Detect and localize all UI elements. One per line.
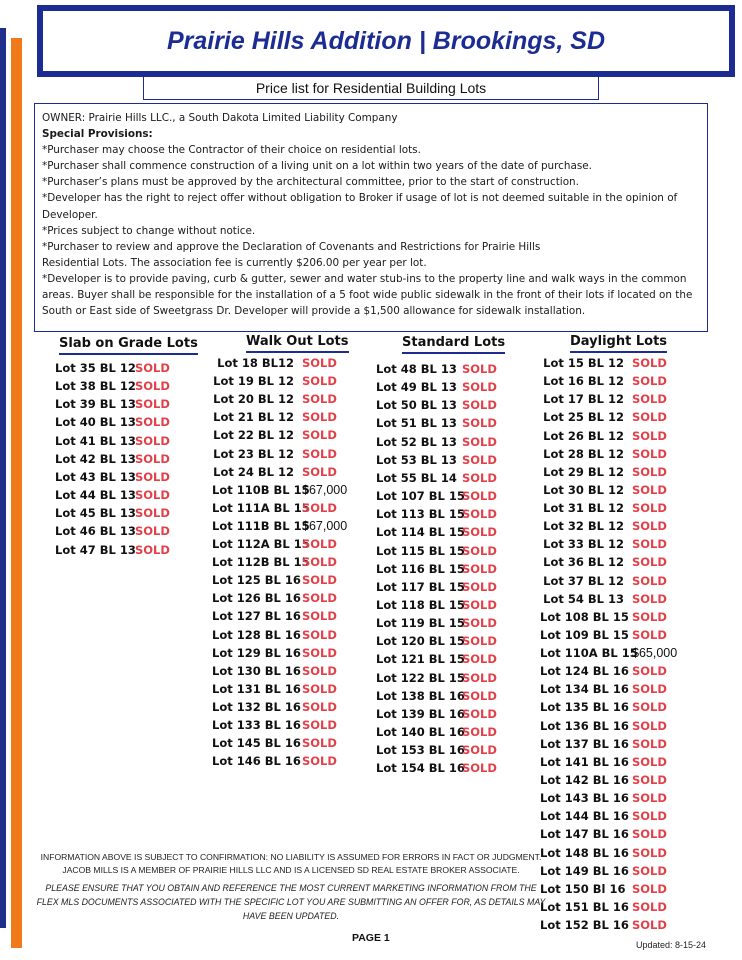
lot-row: [540, 535, 667, 553]
sold-badge: SOLD: [302, 681, 337, 696]
lot-row: [55, 486, 170, 504]
lot-label: Lot 48 BL 13: [376, 362, 457, 376]
provision-item: *Purchaser to review and approve the Declaration of Covenants and Restrictions for Prairie Hills: [42, 240, 541, 253]
sold-badge: SOLD: [632, 627, 667, 642]
lot-row: [55, 377, 170, 395]
lot-label: Lot 22 BL 12: [213, 428, 294, 443]
lot-label: Lot 112A BL 15: [212, 537, 310, 551]
lot-row: [212, 571, 337, 589]
lot-label: Lot 45 BL 13: [55, 506, 136, 521]
sold-badge: SOLD: [632, 501, 667, 516]
sold-badge: SOLD: [632, 809, 667, 824]
provision-item: *Purchaser may choose the Contractor of their choice on residential lots.: [42, 144, 421, 157]
sold-badge: SOLD: [462, 652, 497, 667]
sold-badge: SOLD: [632, 537, 667, 552]
lot-row: [540, 825, 667, 843]
lot-row: [212, 372, 337, 390]
sold-badge: SOLD: [632, 591, 667, 606]
disclaimer-line: JACOB MILLS IS A MEMBER OF PRAIRIE HILLS LLC AND IS A LICENSED SD REAL ESTATE BROKER ASSOCIATE.: [62, 865, 520, 875]
lot-label: Lot 31 BL 12: [543, 501, 624, 516]
lot-row: [376, 469, 497, 487]
sold-badge: SOLD: [302, 374, 337, 389]
lot-row: [212, 752, 337, 770]
sold-badge: SOLD: [632, 718, 667, 733]
lot-row: [540, 662, 667, 680]
lot-label: Lot 23 BL 12: [213, 446, 294, 461]
sold-badge: SOLD: [462, 452, 497, 467]
lot-label: Lot 126 BL 16: [212, 591, 301, 606]
special-provisions-heading: Special Provisions:: [42, 128, 153, 141]
page-title: Prairie Hills Addition | Brookings, SD: [166, 26, 606, 55]
lot-row: [540, 880, 667, 898]
lot-row: [212, 408, 337, 426]
lot-label: Lot 19 BL 12: [213, 374, 294, 389]
lot-label: Lot 128 BL 16: [212, 627, 301, 642]
disclaimer: [34, 851, 548, 877]
lot-label: Lot 139 BL 16: [376, 706, 465, 721]
left-blue-stripe: [0, 28, 6, 928]
lot-label: Lot 29 BL 12: [543, 464, 624, 479]
lot-label: Lot 50 BL 13: [376, 398, 457, 413]
sold-badge: SOLD: [632, 899, 667, 914]
lot-label: Lot 109 BL 15: [540, 627, 629, 642]
lot-row: [212, 626, 337, 644]
lot-label: Lot 21 BL 12: [213, 410, 294, 425]
lot-label: Lot 135 BL 16: [540, 700, 629, 715]
sold-badge: SOLD: [302, 609, 337, 624]
sold-badge: SOLD: [632, 791, 667, 806]
lot-row: [376, 578, 497, 596]
lot-label: Lot 20 BL 12: [213, 392, 294, 407]
sold-badge: SOLD: [632, 374, 667, 389]
lot-row: [376, 669, 497, 687]
lot-row: [212, 644, 337, 662]
lot-row: [540, 427, 667, 445]
lot-row: [212, 553, 337, 571]
sold-badge: SOLD: [462, 561, 497, 576]
lot-label: Lot 17 BL 12: [543, 392, 624, 407]
lot-label: Lot 25 BL 12: [543, 410, 624, 425]
sold-badge: SOLD: [135, 433, 170, 448]
lot-label: Lot 110B BL 15: [212, 482, 310, 497]
sold-badge: SOLD: [302, 464, 337, 479]
sold-badge: SOLD: [462, 398, 497, 413]
left-orange-stripe: [11, 38, 22, 948]
sold-badge: SOLD: [135, 506, 170, 521]
lot-row: [540, 499, 667, 517]
lot-label: Lot 148 BL 16: [540, 845, 629, 860]
lot-row: [376, 560, 497, 578]
lot-row: [540, 572, 667, 590]
sold-badge: SOLD: [462, 579, 497, 594]
lot-label: Lot 41 BL 13: [55, 433, 136, 448]
sold-badge: SOLD: [135, 415, 170, 430]
sold-badge: SOLD: [302, 699, 337, 714]
lot-row: [212, 716, 337, 734]
lot-label: Lot 110A BL 15: [540, 646, 638, 661]
lot-label: Lot 151 BL 16: [540, 899, 629, 914]
lot-label: Lot 107 BL 15: [376, 489, 465, 504]
sold-badge: SOLD: [302, 410, 337, 425]
sold-badge: SOLD: [632, 845, 667, 860]
sold-badge: SOLD: [462, 470, 497, 485]
lot-label: Lot 42 BL 13: [55, 451, 136, 466]
lot-label: Lot 26 BL 12: [543, 428, 624, 443]
lot-row: [540, 372, 667, 390]
sold-badge: SOLD: [632, 519, 667, 534]
lot-row: [55, 432, 170, 450]
lot-row: [540, 553, 667, 571]
lot-row: [376, 487, 497, 505]
sold-badge: SOLD: [462, 597, 497, 612]
mls-notice: PLEASE ENSURE THAT YOU OBTAIN AND REFERENCE THE MOST CURRENT MARKETING INFORMATION FROM THE FLEX MLS DOCUMENTS ASSOCIATED WITH THE SPECIFIC LOT YOU ARE SUBMITTING AN OFFER FOR, AS DETAILS MAY HAVE BEEN UPDATED.: [36, 883, 546, 921]
lot-row: [376, 596, 497, 614]
special-provisions-box: [34, 103, 708, 332]
lot-row: [540, 445, 667, 463]
lot-row: [212, 698, 337, 716]
sold-badge: SOLD: [632, 827, 667, 842]
lot-label: Lot 114 BL 15: [376, 525, 465, 540]
sold-badge: SOLD: [632, 555, 667, 570]
lot-label: Lot 54 BL 13: [543, 591, 624, 606]
lot-label: Lot 136 BL 16: [540, 718, 629, 733]
sold-badge: SOLD: [462, 688, 497, 703]
column-heading: Standard Lots: [402, 335, 505, 354]
lot-label: Lot 121 BL 15: [376, 652, 465, 667]
provision-item: *Prices subject to change without notice.: [42, 224, 256, 237]
lot-label: Lot 111A BL 15: [212, 500, 310, 515]
sold-badge: SOLD: [632, 863, 667, 878]
lot-price: $65,000: [632, 646, 678, 661]
lot-row: [376, 542, 497, 560]
lot-label: Lot 127 BL 16: [212, 609, 301, 624]
lot-label: Lot 149 BL 16: [540, 863, 629, 878]
lot-row: [540, 735, 667, 753]
lot-row: [376, 396, 497, 414]
lot-label: Lot 140 BL 16: [376, 725, 465, 739]
lot-price: $67,000: [302, 518, 348, 533]
lot-row: [540, 789, 667, 807]
sold-badge: SOLD: [135, 379, 170, 394]
page-number: PAGE 1: [352, 932, 390, 944]
lot-label: Lot 16 BL 12: [543, 374, 624, 389]
lot-label: Lot 32 BL 12: [543, 519, 624, 534]
lot-row: [376, 414, 497, 432]
lot-row: [212, 390, 337, 408]
provision-item: *Developer has the right to reject offer without obligation to Broker if usage of lot is not deemed suitable in the opinion of Developer.: [42, 192, 678, 221]
lot-row: [55, 541, 170, 559]
lot-row: [540, 644, 677, 662]
provision-item: *Purchaser shall commence construction of a living unit on a lot within two years of the date of purchase.: [42, 160, 592, 173]
lot-label: Lot 129 BL 16: [212, 645, 301, 660]
sold-badge: SOLD: [462, 489, 497, 504]
sold-badge: SOLD: [302, 446, 337, 461]
sold-badge: SOLD: [632, 736, 667, 751]
provision-item: *Developer is to provide paving, curb & gutter, sewer and water stub-ins to the property line and walk ways in the common areas. Buyer shall be responsible for the installation of a 5 foot wide public sidewalk in the front of their lots if located on the South or East side of Sweetgrass Dr. Developer will provide a $1,500 allowance for sidewalk installation.: [42, 272, 693, 318]
lot-label: Lot 133 BL 16: [212, 718, 301, 732]
lot-label: Lot 52 BL 13: [376, 434, 457, 449]
lot-row: [212, 734, 337, 752]
provision-item: Residential Lots. The association fee is currently $206.00 per year per lot.: [42, 256, 427, 269]
lot-label: Lot 15 BL 12: [543, 356, 624, 370]
sold-badge: SOLD: [302, 718, 337, 732]
lot-label: Lot 46 BL 13: [55, 524, 136, 539]
lot-label: Lot 55 BL 14: [376, 470, 457, 485]
lot-label: Lot 134 BL 16: [540, 682, 629, 697]
sold-badge: SOLD: [462, 725, 497, 739]
lot-label: Lot 40 BL 13: [55, 415, 136, 430]
lot-row: [540, 862, 667, 880]
lot-label: Lot 131 BL 16: [212, 681, 301, 696]
lot-label: Lot 132 BL 16: [212, 699, 301, 714]
column-heading: Slab on Grade Lots: [59, 336, 198, 355]
sold-badge: SOLD: [302, 392, 337, 407]
lot-row: [212, 535, 337, 553]
lot-label: Lot 37 BL 12: [543, 573, 624, 588]
lot-label: Lot 112B BL 15: [212, 555, 310, 570]
lot-row: [376, 614, 497, 632]
lot-row: [212, 680, 337, 698]
sold-badge: SOLD: [302, 555, 337, 570]
sold-badge: SOLD: [632, 428, 667, 443]
lot-row: [376, 687, 497, 705]
sold-badge: SOLD: [462, 616, 497, 631]
sold-badge: SOLD: [632, 772, 667, 787]
lot-label: Lot 141 BL 16: [540, 754, 629, 769]
sold-badge: SOLD: [462, 634, 497, 649]
lot-label: Lot 35 BL 12: [55, 361, 136, 375]
lot-label: Lot 30 BL 12: [543, 482, 624, 497]
lot-label: Lot 18 BL12: [217, 356, 294, 370]
sold-badge: SOLD: [302, 627, 337, 642]
sold-badge: SOLD: [632, 664, 667, 679]
lot-label: Lot 43 BL 13: [55, 469, 136, 484]
lot-row: [376, 505, 497, 523]
sold-badge: SOLD: [632, 482, 667, 497]
lot-row: [540, 408, 667, 426]
lot-row: [55, 468, 170, 486]
lot-label: Lot 28 BL 12: [543, 446, 624, 461]
lot-label: Lot 24 BL 12: [213, 464, 294, 479]
lot-row: [55, 359, 170, 377]
lot-row: [376, 523, 497, 541]
sold-badge: SOLD: [302, 356, 337, 370]
lot-row: [376, 650, 497, 668]
lot-label: Lot 130 BL 16: [212, 663, 301, 678]
sold-badge: SOLD: [462, 706, 497, 721]
sold-badge: SOLD: [632, 573, 667, 588]
lot-label: Lot 125 BL 16: [212, 573, 301, 588]
lot-label: Lot 153 BL 16: [376, 743, 465, 758]
sold-badge: SOLD: [462, 362, 497, 376]
sold-badge: SOLD: [632, 392, 667, 407]
lot-label: Lot 39 BL 13: [55, 397, 136, 412]
lot-label: Lot 150 Bl 16: [540, 881, 626, 896]
sold-badge: SOLD: [632, 410, 667, 425]
sold-badge: SOLD: [135, 488, 170, 503]
sold-badge: SOLD: [462, 507, 497, 522]
lot-label: Lot 108 BL 15: [540, 609, 629, 624]
lot-row: [540, 481, 667, 499]
sold-badge: SOLD: [462, 670, 497, 685]
lot-row: [540, 590, 667, 608]
lot-label: Lot 111B BL 15: [212, 518, 310, 533]
sold-badge: SOLD: [302, 428, 337, 443]
sold-badge: SOLD: [302, 537, 337, 551]
lot-label: Lot 38 BL 12: [55, 379, 136, 394]
lot-row: [540, 608, 667, 626]
column-heading: Daylight Lots: [570, 334, 667, 353]
sold-badge: SOLD: [632, 446, 667, 461]
lot-row: [212, 499, 337, 517]
lot-row: [540, 463, 667, 481]
sold-badge: SOLD: [632, 464, 667, 479]
lot-label: Lot 33 BL 12: [543, 537, 624, 552]
sold-badge: SOLD: [302, 645, 337, 660]
lot-label: Lot 143 BL 16: [540, 791, 629, 806]
sold-badge: SOLD: [462, 761, 497, 776]
sold-badge: SOLD: [462, 434, 497, 449]
sold-badge: SOLD: [632, 682, 667, 697]
lot-row: [212, 607, 337, 625]
lot-label: Lot 154 BL 16: [376, 761, 465, 776]
lot-row: [376, 741, 497, 759]
lot-row: [55, 522, 170, 540]
lot-row: [376, 705, 497, 723]
lot-label: Lot 44 BL 13: [55, 488, 136, 503]
disclaimer-line: INFORMATION ABOVE IS SUBJECT TO CONFIRMATION: NO LIABILITY IS ASSUMED FOR ERRORS IN FACT OR JUDGMENT.: [40, 852, 542, 862]
lot-row: [55, 504, 170, 522]
price-list-subtitle: Price list for Residential Building Lots: [143, 76, 599, 100]
lot-row: [212, 589, 337, 607]
lot-row: [540, 680, 667, 698]
sold-badge: SOLD: [462, 525, 497, 540]
lot-row: [540, 898, 667, 916]
sold-badge: SOLD: [135, 469, 170, 484]
lot-row: [540, 807, 667, 825]
sold-badge: SOLD: [135, 524, 170, 539]
lot-row: [540, 390, 667, 408]
lot-row: [212, 445, 337, 463]
sold-badge: SOLD: [632, 609, 667, 624]
lot-label: Lot 49 BL 13: [376, 380, 457, 395]
header-banner: [37, 5, 735, 77]
lot-row: [55, 413, 170, 431]
sold-badge: SOLD: [135, 397, 170, 412]
sold-badge: SOLD: [632, 918, 667, 933]
sold-badge: SOLD: [462, 380, 497, 395]
sold-badge: SOLD: [462, 743, 497, 758]
lot-row: [540, 753, 667, 771]
lot-label: Lot 137 BL 16: [540, 736, 629, 751]
sold-badge: SOLD: [632, 881, 667, 896]
lot-label: Lot 145 BL 16: [212, 736, 301, 751]
lot-row: [376, 723, 497, 741]
lot-label: Lot 124 BL 16: [540, 664, 629, 679]
lot-label: Lot 138 BL 16: [376, 688, 465, 703]
sold-badge: SOLD: [302, 573, 337, 588]
lot-label: Lot 146 BL 16: [212, 754, 301, 769]
column-heading: Walk Out Lots: [246, 334, 349, 353]
sold-badge: SOLD: [135, 451, 170, 466]
lot-row: [540, 844, 667, 862]
lot-row: [376, 759, 497, 777]
lot-row: [540, 354, 667, 372]
lot-label: Lot 119 BL 15: [376, 616, 465, 631]
lot-label: Lot 116 BL 15: [376, 561, 465, 576]
sold-badge: SOLD: [302, 663, 337, 678]
lot-row: [212, 426, 337, 444]
lot-row: [376, 360, 497, 378]
sold-badge: SOLD: [302, 736, 337, 751]
lot-label: Lot 144 BL 16: [540, 809, 629, 824]
lot-row: [212, 463, 337, 481]
sold-badge: SOLD: [462, 543, 497, 558]
lot-row: [55, 395, 170, 413]
lot-row: [540, 916, 667, 934]
lot-row: [376, 378, 497, 396]
lot-row: [540, 626, 667, 644]
sold-badge: SOLD: [302, 500, 337, 515]
lot-label: Lot 115 BL 15: [376, 543, 465, 558]
sold-badge: SOLD: [302, 754, 337, 769]
lot-row: [540, 517, 667, 535]
lot-label: Lot 117 BL 15: [376, 579, 465, 594]
provision-item: *Purchaser’s plans must be approved by the architectural committee, prior to the start of construction.: [42, 176, 579, 189]
sold-badge: SOLD: [632, 754, 667, 769]
lot-row: [376, 451, 497, 469]
lot-label: Lot 122 BL 15: [376, 670, 465, 685]
lot-row: [540, 698, 667, 716]
lot-label: Lot 47 BL 13: [55, 542, 136, 557]
lot-row: [376, 433, 497, 451]
lot-row: [212, 662, 337, 680]
lot-row: [212, 517, 347, 535]
lot-label: Lot 152 BL 16: [540, 918, 629, 933]
owner-line: OWNER: Prairie Hills LLC., a South Dakota Limited Liability Company: [42, 112, 398, 124]
sold-badge: SOLD: [135, 361, 170, 375]
updated-date: Updated: 8-15-24: [636, 940, 707, 950]
lot-label: Lot 118 BL 15: [376, 597, 465, 612]
sold-badge: SOLD: [632, 700, 667, 715]
sold-badge: SOLD: [632, 356, 667, 370]
lot-label: Lot 51 BL 13: [376, 416, 457, 431]
sold-badge: SOLD: [135, 542, 170, 557]
sold-badge: SOLD: [462, 416, 497, 431]
lot-row: [540, 771, 667, 789]
lot-row: [55, 450, 170, 468]
lot-label: Lot 36 BL 12: [543, 555, 624, 570]
lot-label: Lot 113 BL 15: [376, 507, 465, 522]
lot-row: [376, 632, 497, 650]
lot-label: Lot 120 BL 15: [376, 634, 465, 649]
lot-price: $67,000: [302, 482, 348, 497]
lot-row: [212, 354, 337, 372]
lot-row: [540, 717, 667, 735]
lot-label: Lot 147 BL 16: [540, 827, 629, 842]
header-inner: [43, 11, 729, 71]
lot-label: Lot 53 BL 13: [376, 452, 457, 467]
lot-label: Lot 142 BL 16: [540, 772, 629, 787]
sold-badge: SOLD: [302, 591, 337, 606]
lot-row: [212, 481, 347, 499]
